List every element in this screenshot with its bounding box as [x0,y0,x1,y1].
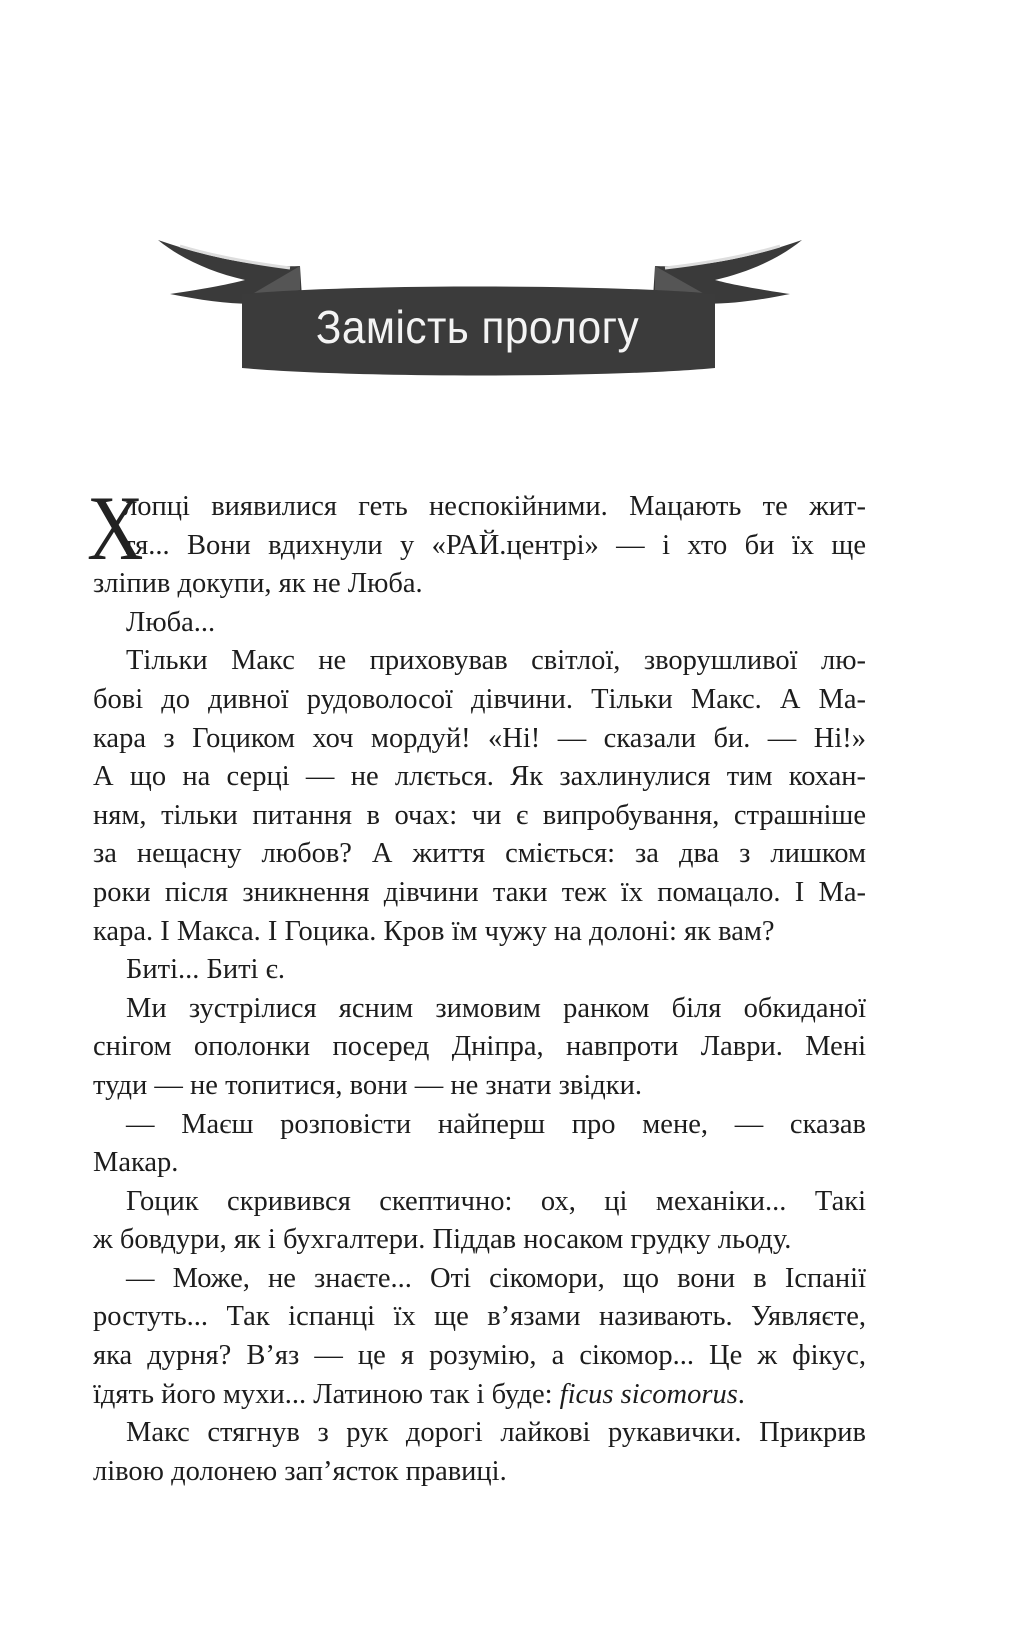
text-line-content: Гоцик скривився скептично: ох, ці механіки... Такі [126,1185,866,1217]
text-line-content: за нещасну любов? А життя сміється: за два з лишком [93,838,866,870]
text-line [93,681,866,720]
text-line-content: лопці виявилися геть неспокійними. Мацають те жит- [123,491,866,522]
text-line [93,1028,866,1067]
text-line [93,1260,866,1299]
text-line [93,1453,866,1492]
text-line-content: — Маєш розповісти найперш про мене, — сказав [126,1108,866,1140]
text-line [93,951,866,990]
text-line [93,565,866,604]
text-line-content: — Може, не знаєте... Оті сікомори, що вони в Іспанії [126,1262,866,1294]
text-line [93,797,866,836]
text-line [93,604,866,643]
text-line-content: роки після зникнення дівчини таки теж їх помацало. І Ма- [93,876,866,908]
text-line [93,1414,866,1453]
text-line-content: Люба... [126,606,216,638]
text-line-content: снігом ополонки посеред Дніпра, навпроти Лаври. Мені [93,1031,866,1063]
text-line-content: кара. І Макса. І Гоцика. Кров їм чужу на долоні: як вам? [93,915,775,947]
text-line-content: їдять його мухи... Латиною так і буде: [93,1378,560,1410]
text-line [93,913,866,952]
text-line-content: ж бовдури, як і бухгалтери. Піддав носаком грудку льоду. [93,1224,792,1256]
text-line-content: Макар. [93,1147,179,1179]
latin-term: ficus sicomorus [559,1378,738,1410]
text-line-content: А що на серці — не ллється. Як захлинулися тим кохан- [93,761,866,793]
text-line [93,527,866,566]
text-line [93,1337,866,1376]
text-line [93,642,866,681]
text-line [93,1298,866,1337]
text-line-content: зліпив докупи, як не Люба. [93,568,423,600]
text-line-content: Ми зустрілися ясним зимовим ранком біля обкиданої [126,992,866,1024]
text-line [93,1376,866,1415]
text-line-content: кара з Гоциком хоч мордуй! «Ні! — сказали би. — Ні!» [93,722,866,754]
text-line [93,1183,866,1222]
text-line [93,874,866,913]
text-line-content: лівою долонею зап’ясток правиці. [93,1455,507,1487]
text-line-content: ростуть... Так іспанці їх ще в’язами називають. Уявляєте, [93,1301,866,1333]
text-line [93,1106,866,1145]
text-line [93,720,866,759]
punctuation: . [737,1378,745,1410]
text-line [93,1144,866,1183]
text-line-content: ням, тільки питання в очах: чи є випробування, страшніше [93,799,866,831]
text-line [93,1067,866,1106]
text-line [93,1221,866,1260]
text-line-content: яка дурня? В’яз — це я розумію, а сікомор... Це ж фікус, [93,1340,866,1372]
text-line-content: Тільки Макс не приховував світлої, зворушливої лю- [126,645,866,677]
text-line-content: бові до дивної рудоволосої дівчини. Тільки Макс. А Ма- [93,683,866,715]
drop-cap: Х [87,477,144,579]
body-text [87,477,866,1491]
text-line-content: Биті... Биті є. [126,954,285,986]
text-line [93,758,866,797]
text-line [93,488,866,527]
text-line [93,990,866,1029]
text-line-content: Макс стягнув з рук дорогі лайкові рукавички. Прикрив [126,1417,866,1449]
text-line-content: туди — не топитися, вони — не знати звідки. [93,1069,643,1101]
text-line-content: тя... Вони вдихнули у «РАЙ.центрі» — і хто би їх ще [123,529,866,561]
chapter-title: Замість прологу [315,301,640,353]
text-line [93,835,866,874]
